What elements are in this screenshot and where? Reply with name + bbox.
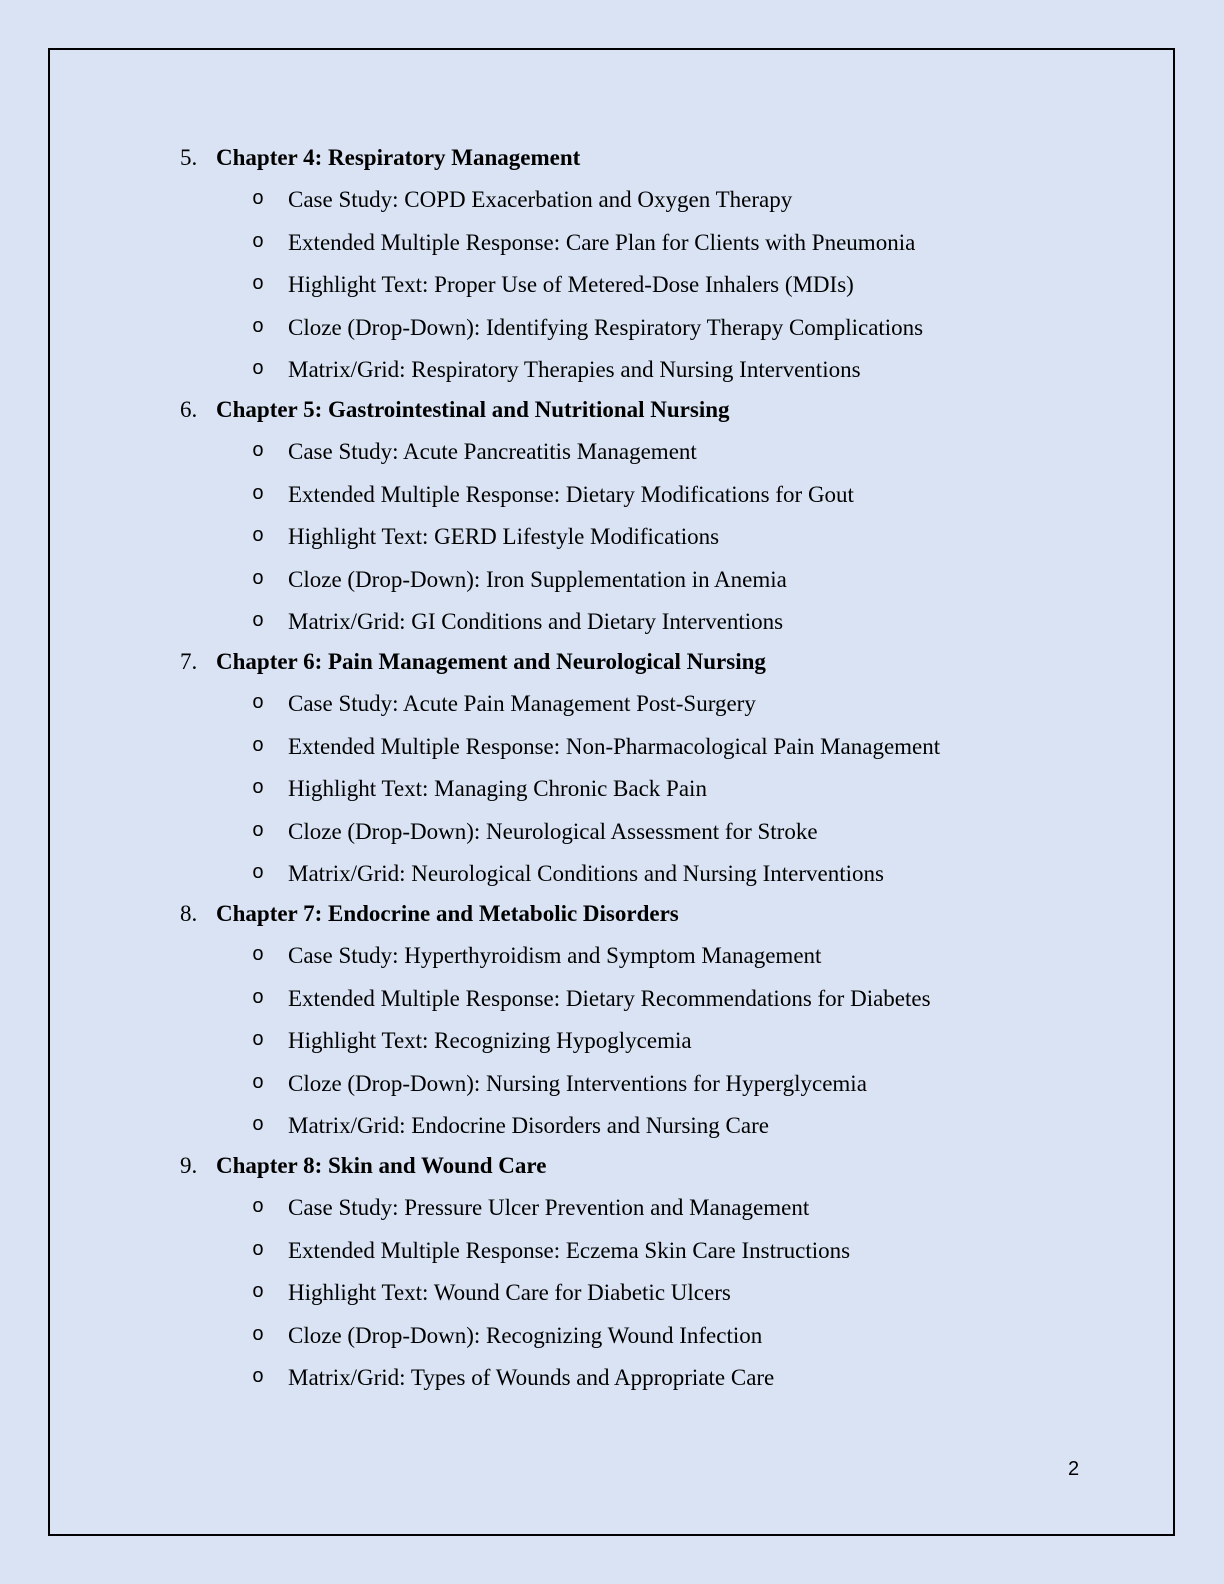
bullet-icon: o — [252, 1281, 265, 1304]
bullet-icon: o — [252, 692, 265, 715]
bullet-icon: o — [252, 230, 265, 254]
chapter-number: 8. — [180, 901, 198, 926]
topic-item — [0, 307, 1224, 350]
chapter-heading — [0, 1145, 1224, 1187]
chapter-title: Chapter 6: Pain Management and Neurological Nursing — [216, 649, 766, 674]
topic-text: Cloze (Drop-Down): Recognizing Wound Infection — [288, 1322, 763, 1348]
chapter-number: 6. — [180, 397, 198, 422]
topic-text: Cloze (Drop-Down): Iron Supplementation in Anemia — [288, 566, 787, 592]
topic-text: Cloze (Drop-Down): Neurological Assessment for Stroke — [288, 818, 818, 844]
topic-text: Extended Multiple Response: Non-Pharmacological Pain Management — [288, 733, 941, 759]
topic-item — [0, 1187, 1224, 1230]
chapter-heading — [0, 641, 1224, 683]
topic-text: Matrix/Grid: Types of Wounds and Appropriate Care — [288, 1365, 775, 1390]
topic-text: Highlight Text: Recognizing Hypoglycemia — [288, 1028, 692, 1053]
bullet-icon: o — [252, 819, 265, 843]
topic-item — [0, 1020, 1224, 1063]
topic-item — [0, 978, 1224, 1021]
bullet-icon: o — [252, 188, 265, 211]
bullet-icon: o — [252, 1114, 265, 1137]
bullet-icon: o — [252, 440, 265, 463]
topic-item — [0, 811, 1224, 854]
chapter-item — [0, 389, 1224, 644]
bullet-icon: o — [252, 1196, 265, 1219]
chapter-heading — [0, 893, 1224, 935]
topic-item — [0, 349, 1224, 392]
topic-text: Case Study: Acute Pancreatitis Management — [288, 439, 697, 464]
chapter-item — [0, 1145, 1224, 1400]
chapter-heading — [0, 137, 1224, 179]
topic-text: Highlight Text: Wound Care for Diabetic Ulcers — [288, 1280, 731, 1305]
topic-item — [0, 726, 1224, 769]
chapter-number: 5. — [180, 145, 198, 170]
chapter-number: 9. — [180, 1153, 198, 1178]
topic-item — [0, 1357, 1224, 1400]
topic-text: Highlight Text: GERD Lifestyle Modifications — [288, 524, 720, 549]
bullet-icon: o — [252, 567, 265, 591]
topic-item — [0, 222, 1224, 265]
topic-item — [0, 179, 1224, 222]
topic-text: Cloze (Drop-Down): Nursing Interventions for Hyperglycemia — [288, 1070, 867, 1096]
chapter-item — [0, 893, 1224, 1148]
topic-item — [0, 431, 1224, 474]
topic-text: Extended Multiple Response: Dietary Modifications for Gout — [288, 481, 854, 507]
topic-text: Matrix/Grid: Neurological Conditions and Nursing Interventions — [288, 861, 884, 886]
bullet-icon: o — [252, 273, 265, 296]
bullet-icon: o — [252, 734, 265, 758]
topic-item — [0, 601, 1224, 644]
topic-text: Case Study: Hyperthyroidism and Symptom Management — [288, 943, 822, 968]
topic-text: Case Study: COPD Exacerbation and Oxygen Therapy — [288, 187, 793, 212]
chapter-heading — [0, 389, 1224, 431]
bullet-icon: o — [252, 862, 265, 885]
chapter-title: Chapter 8: Skin and Wound Care — [216, 1153, 547, 1178]
chapter-title: Chapter 7: Endocrine and Metabolic Disorders — [216, 901, 679, 926]
topic-text: Extended Multiple Response: Eczema Skin Care Instructions — [288, 1237, 851, 1263]
topic-item — [0, 264, 1224, 307]
chapter-title: Chapter 5: Gastrointestinal and Nutritional Nursing — [216, 397, 730, 422]
page-number: 2 — [1068, 1458, 1080, 1480]
topic-text: Case Study: Acute Pain Management Post-Surgery — [288, 691, 756, 716]
topic-item — [0, 474, 1224, 517]
topic-text: Matrix/Grid: Endocrine Disorders and Nursing Care — [288, 1113, 769, 1138]
bullet-icon: o — [252, 986, 265, 1010]
bullet-icon: o — [252, 1366, 265, 1389]
topic-text: Matrix/Grid: Respiratory Therapies and Nursing Interventions — [288, 357, 861, 382]
bullet-icon: o — [252, 777, 265, 800]
topic-item — [0, 1272, 1224, 1315]
bullet-icon: o — [252, 610, 265, 633]
topic-item — [0, 1315, 1224, 1358]
topic-text: Extended Multiple Response: Dietary Recommendations for Diabetes — [288, 985, 931, 1011]
chapter-number: 7. — [180, 649, 198, 674]
bullet-icon: o — [252, 1323, 265, 1347]
bullet-icon: o — [252, 1238, 265, 1262]
topic-text: Extended Multiple Response: Care Plan for Clients with Pneumonia — [288, 229, 916, 255]
topic-item — [0, 1230, 1224, 1273]
topic-text: Highlight Text: Managing Chronic Back Pain — [288, 776, 707, 801]
bullet-icon: o — [252, 315, 265, 339]
topic-item — [0, 559, 1224, 602]
chapter-title: Chapter 4: Respiratory Management — [216, 145, 581, 170]
topic-item — [0, 935, 1224, 978]
chapter-item — [0, 641, 1224, 896]
topic-item — [0, 683, 1224, 726]
topic-text: Case Study: Pressure Ulcer Prevention and Management — [288, 1195, 810, 1220]
bullet-icon: o — [252, 358, 265, 381]
bullet-icon: o — [252, 1071, 265, 1095]
topic-text: Cloze (Drop-Down): Identifying Respiratory Therapy Complications — [288, 314, 924, 340]
chapter-item — [0, 137, 1224, 392]
topic-item — [0, 768, 1224, 811]
topic-item — [0, 1105, 1224, 1148]
topic-item — [0, 853, 1224, 896]
topic-item — [0, 516, 1224, 559]
bullet-icon: o — [252, 525, 265, 548]
bullet-icon: o — [252, 944, 265, 967]
bullet-icon: o — [252, 1029, 265, 1052]
topic-item — [0, 1063, 1224, 1106]
bullet-icon: o — [252, 482, 265, 506]
topic-text: Matrix/Grid: GI Conditions and Dietary Interventions — [288, 609, 784, 634]
topic-text: Highlight Text: Proper Use of Metered-Dose Inhalers (MDIs) — [288, 272, 854, 297]
